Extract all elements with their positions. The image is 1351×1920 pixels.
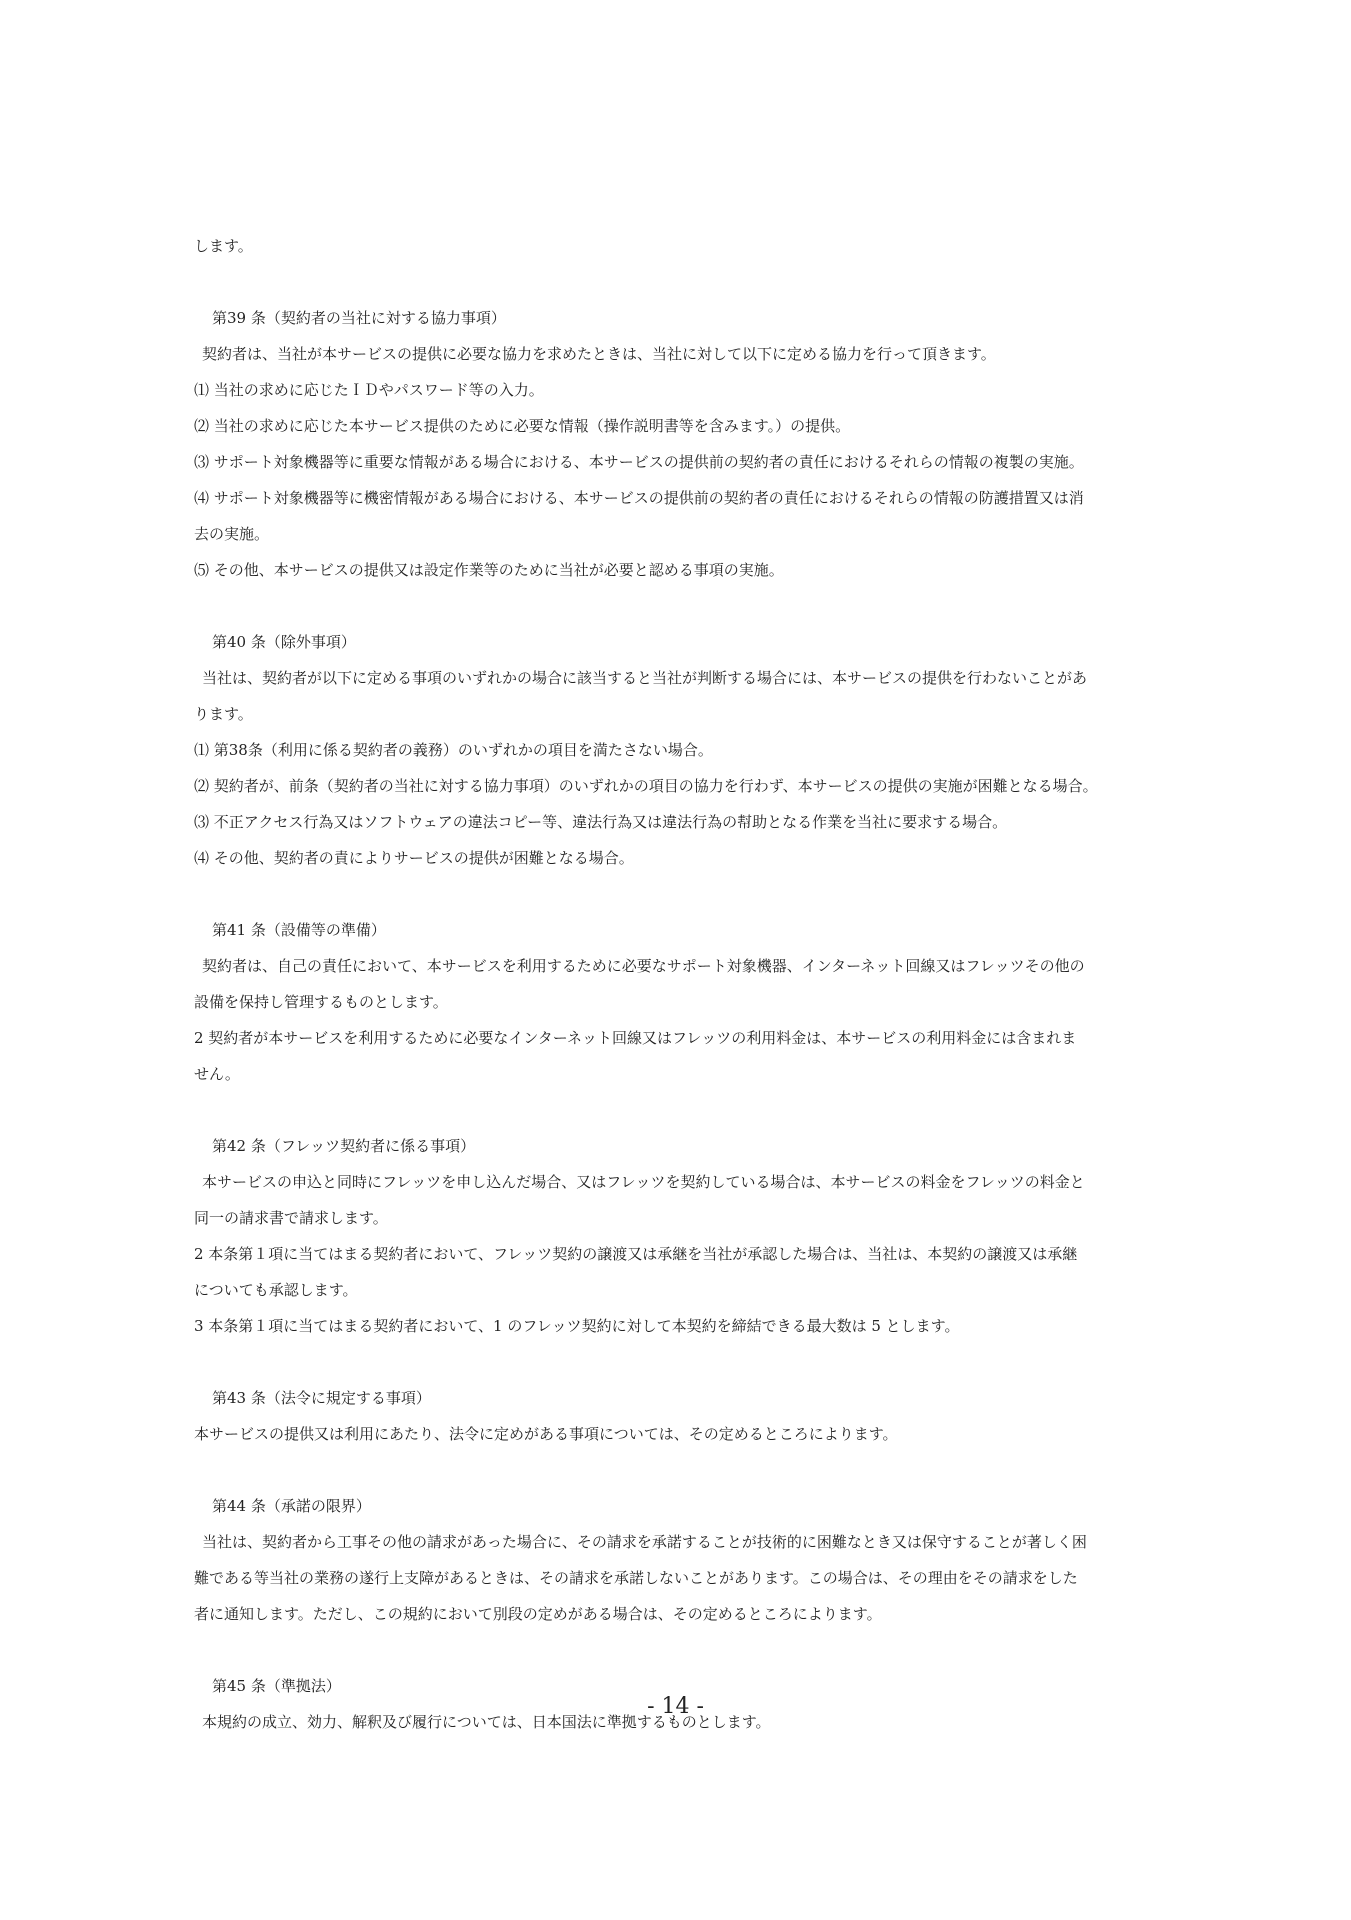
intro-line: します。 (194, 237, 253, 255)
article-text-line: ります。 (194, 705, 253, 723)
article-text-line: ⑵ 当社の求めに応じた本サービス提供のために必要な情報（操作説明書等を含みます。）の提供。 (194, 417, 851, 435)
article-text-line: 去の実施。 (194, 525, 270, 543)
spacer (194, 1632, 1164, 1668)
article-text-line: 設備を保持し管理するものとします。 (194, 993, 448, 1011)
article-text-line: 本サービスの申込と同時にフレッツを申し込んだ場合、又はフレッツを契約している場合は、本サービスの料金をフレッツの料金と (202, 1173, 1085, 1191)
article-heading: 第41 条（設備等の準備） (212, 921, 386, 939)
spacer (194, 1344, 1164, 1380)
article-text-line: 当社は、契約者が以下に定める事項のいずれかの場合に該当すると当社が判断する場合には、本サービスの提供を行わないことがあ (202, 669, 1088, 687)
article-text-line: 者に通知します。ただし、この規約において別段の定めがある場合は、その定めるところによります。 (194, 1605, 882, 1623)
article-section (194, 624, 1164, 912)
article-heading: 第39 条（契約者の当社に対する協力事項） (212, 309, 506, 327)
spacer (194, 588, 1164, 624)
article-text-line: 2 契約者が本サービスを利用するために必要なインターネット回線又はフレッツの利用料金は、本サービスの利用料金には含まれま (194, 1029, 1077, 1047)
article-text-line: 当社は、契約者から工事その他の請求があった場合に、その請求を承諾することが技術的に困難なとき又は保守することが著しく困 (202, 1533, 1087, 1551)
article-text-line: 契約者は、自己の責任において、本サービスを利用するために必要なサポート対象機器、インターネット回線又はフレッツその他の (202, 957, 1085, 975)
article-text-line: 本規約の成立、効力、解釈及び履行については、日本国法に準拠するものとします。 (202, 1713, 771, 1731)
article-section (194, 912, 1164, 1128)
article-list (194, 300, 1164, 1740)
article-text-line: せん。 (194, 1065, 240, 1083)
spacer (194, 876, 1164, 912)
article-heading: 第44 条（承諾の限界） (212, 1497, 371, 1515)
article-text-line: ⑸ その他、本サービスの提供又は設定作業等のために当社が必要と認める事項の実施。 (194, 561, 784, 579)
article-heading: 第42 条（フレッツ契約者に係る事項） (212, 1137, 476, 1155)
article-section (194, 1380, 1164, 1488)
article-text-line: ⑵ 契約者が、前条（契約者の当社に対する協力事項）のいずれかの項目の協力を行わず、本サービスの提供の実施が困難となる場合。 (194, 777, 1098, 795)
article-text-line: ⑷ サポート対象機器等に機密情報がある場合における、本サービスの提供前の契約者の責任におけるそれらの情報の防護措置又は消 (194, 489, 1084, 507)
article-text-line: 3 本条第１項に当てはまる契約者において、1 のフレッツ契約に対して本契約を締結できる最大数は 5 とします。 (194, 1317, 960, 1335)
article-heading: 第40 条（除外事項） (212, 633, 356, 651)
document-body (194, 228, 1164, 1740)
article-text-line: 契約者は、当社が本サービスの提供に必要な協力を求めたときは、当社に対して以下に定める協力を行って頂きます。 (202, 345, 996, 363)
spacer (194, 1092, 1164, 1128)
article-heading: 第45 条（準拠法） (212, 1677, 341, 1695)
article-text-line: 難である等当社の業務の遂行上支障があるときは、その請求を承諾しないことがあります。この場合は、その理由をその請求をした (194, 1569, 1078, 1587)
article-text-line: ⑴ 第38条（利用に係る契約者の義務）のいずれかの項目を満たさない場合。 (194, 741, 713, 759)
spacer (194, 264, 1164, 300)
article-text-line: ⑶ 不正アクセス行為又はソフトウェアの違法コピー等、違法行為又は違法行為の幇助となる作業を当社に要求する場合。 (194, 813, 1008, 831)
article-text-line: 同一の請求書で請求します。 (194, 1209, 388, 1227)
article-section (194, 300, 1164, 624)
article-text-line: 2 本条第１項に当てはまる契約者において、フレッツ契約の譲渡又は承継を当社が承認した場合は、当社は、本契約の譲渡又は承継 (194, 1245, 1078, 1263)
spacer (194, 1452, 1164, 1488)
article-text-line: についても承認します。 (194, 1281, 358, 1299)
article-section (194, 1128, 1164, 1380)
article-text-line: 本サービスの提供又は利用にあたり、法令に定めがある事項については、その定めるところによります。 (194, 1425, 898, 1443)
article-text-line: ⑶ サポート対象機器等に重要な情報がある場合における、本サービスの提供前の契約者の責任におけるそれらの情報の複製の実施。 (194, 453, 1084, 471)
article-text-line: ⑷ その他、契約者の責によりサービスの提供が困難となる場合。 (194, 849, 634, 867)
article-section (194, 1488, 1164, 1668)
page-number: - 14 - (647, 1694, 704, 1719)
article-heading: 第43 条（法令に規定する事項） (212, 1389, 431, 1407)
article-text-line: ⑴ 当社の求めに応じたＩＤやパスワード等の入力。 (194, 381, 544, 399)
